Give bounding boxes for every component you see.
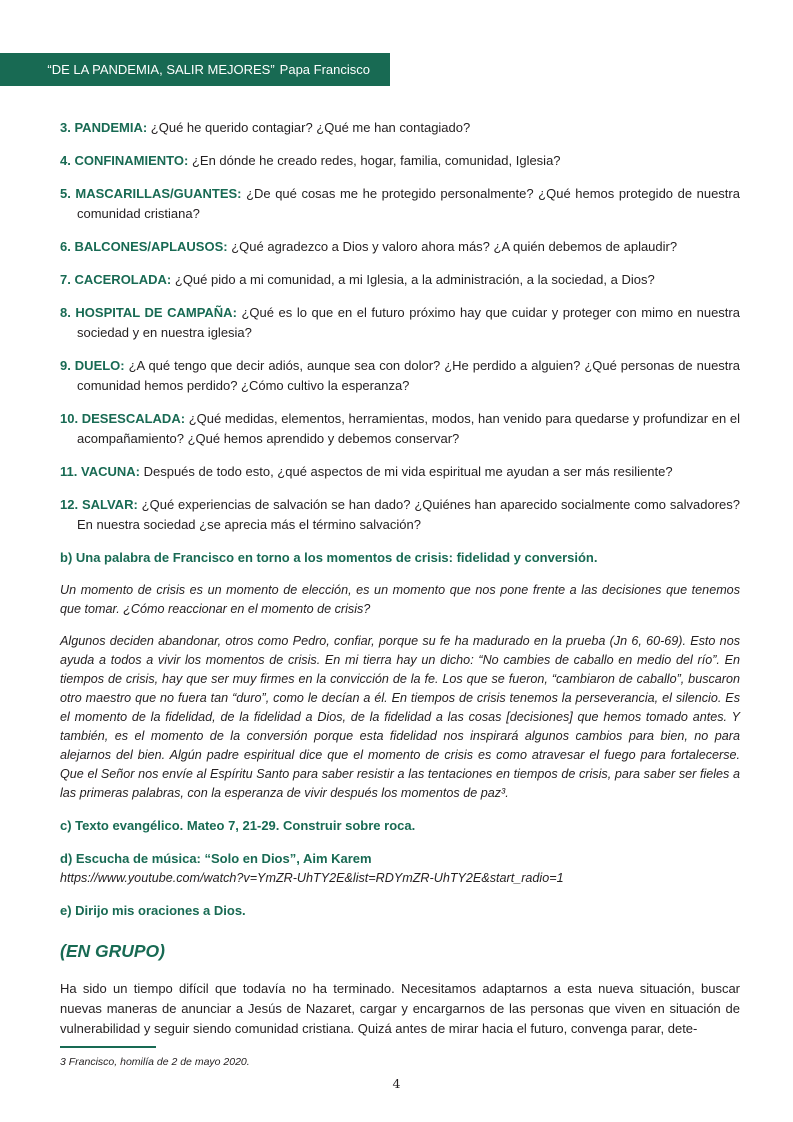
section-b-heading: b) Una palabra de Francisco en torno a los momentos de crisis: fidelidad y conversión. — [60, 550, 598, 565]
youtube-url: https://www.youtube.com/watch?v=YmZR-UhTY2E&list=RDYmZR-UhTY2E&start_radio=1 — [60, 871, 564, 885]
question-keyword: DUELO: — [74, 358, 125, 373]
question-label — [60, 239, 228, 254]
question-item — [60, 270, 740, 290]
question-number: 6. — [60, 239, 71, 254]
question-item — [60, 151, 740, 171]
header-band — [0, 53, 390, 86]
question-number: 8. — [60, 305, 71, 320]
footnote-text: 3 Francisco, homilía de 2 de mayo 2020. — [60, 1056, 250, 1068]
question-number: 5. — [60, 186, 71, 201]
question-number: 4. — [60, 153, 71, 168]
question-label — [60, 305, 237, 320]
question-item — [60, 184, 740, 224]
question-keyword: DESESCALADA: — [81, 411, 186, 426]
section-b-paragraph-1: Un momento de crisis es un momento de elección, es un momento que nos pone frente a las decisiones que tenemos que tomar. ¿Cómo reaccionar en el momento de crisis? — [60, 583, 740, 616]
question-number: 9. — [60, 358, 71, 373]
question-text: ¿Qué agradezco a Dios y valoro ahora más? ¿A quién debemos de aplaudir? — [231, 239, 678, 254]
question-text: Después de todo esto, ¿qué aspectos de mi vida espiritual me ayudan a ser más resiliente? — [143, 464, 673, 479]
question-text: ¿Qué he querido contagiar? ¿Qué me han contagiado? — [150, 120, 471, 135]
question-item — [60, 409, 740, 449]
question-label — [60, 153, 188, 168]
question-item — [60, 237, 740, 257]
footnote-separator — [60, 1046, 156, 1048]
question-keyword: BALCONES/APLAUSOS: — [74, 239, 228, 254]
question-text: ¿En dónde he creado redes, hogar, familia, comunidad, Iglesia? — [191, 153, 561, 168]
question-number: 12. — [60, 497, 79, 512]
question-label — [60, 186, 242, 201]
question-label — [60, 464, 140, 479]
question-label — [60, 358, 125, 373]
header-author: Papa Francisco — [279, 62, 370, 77]
question-number: 10. — [60, 411, 79, 426]
question-keyword: CONFINAMIENTO: — [74, 153, 189, 168]
question-text: ¿Qué pido a mi comunidad, a mi Iglesia, a la administración, a la sociedad, a Dios? — [174, 272, 655, 287]
group-paragraph: Ha sido un tiempo difícil que todavía no ha terminado. Necesitamos adaptarnos a esta nueva situación, buscar nuevas maneras de anunciar a Jesús de Nazaret, cargar y encargarnos de las personas que viven en situación de vulnerabilidad y seguir siendo comunidad cristiana. Quizá antes de mirar hacia el futuro, convenga parar, dete- — [60, 981, 740, 1036]
question-list — [60, 118, 740, 535]
section-d-heading: d) Escucha de música: “Solo en Dios”, Aim Karem — [60, 851, 372, 866]
question-keyword: SALVAR: — [81, 497, 138, 512]
question-text: ¿Qué medidas, elementos, herramientas, modos, han venido para quedarse y profundizar en el acompañamiento? ¿Qué hemos aprendido y debemos conservar? — [77, 411, 740, 446]
section-e-heading: e) Dirijo mis oraciones a Dios. — [60, 903, 246, 918]
section-b-paragraph-2: Algunos deciden abandonar, otros como Pedro, confiar, porque su fe ha madurado en la prueba (Jn 6, 60-69). Esto nos ayuda a todos a vivir los momentos de crisis. En mi tierra hay un dicho: “No cambies de caballo en medio del río”. En tiempos de crisis, hay que ser muy firmes en la convicción de la fe. Los que se fueron, “cambiaron de caballo”, buscaron otro maestro que no fuera tan “duro”, como le decían a él. En tiempos de crisis tenemos la perseverancia, el silencio. Es el momento de la fidelidad, de la fidelidad a Dios, de la fidelidad a las cosas [decisiones] que hemos tomado antes. Y también, es el momento de la conversión porque esta fidelidad nos inspirará algunos cambios para bien, no para alejarnos del bien. Algún padre espiritual dice que el momento de crisis es como atravesar el fuego para fortalecerse. Que el Señor nos envíe al Espíritu Santo para saber resistir a las tentaciones en tiempos de crisis, para saber ser fieles a las primeras palabras, con la esperanza de vivir después los momentos de paz³. — [60, 634, 740, 800]
header-title: “DE LA PANDEMIA, SALIR MEJORES” — [47, 62, 275, 77]
question-text: ¿De qué cosas me he protegido personalmente? ¿Qué hemos protegido de nuestra comunidad cristiana? — [77, 186, 740, 221]
question-text: ¿Qué es lo que en el futuro próximo hay que cuidar y proteger con mimo en nuestra sociedad y en nuestra iglesia? — [77, 305, 740, 340]
question-item — [60, 462, 740, 482]
question-item — [60, 356, 740, 396]
question-label — [60, 497, 138, 512]
group-section-heading: (EN GRUPO) — [60, 941, 165, 961]
question-keyword: PANDEMIA: — [74, 120, 148, 135]
question-item — [60, 118, 740, 138]
question-keyword: VACUNA: — [80, 464, 140, 479]
question-text: ¿Qué experiencias de salvación se han dado? ¿Quiénes han aparecido socialmente como salvadores? En nuestra sociedad ¿se aprecia más el término salvación? — [77, 497, 740, 532]
question-number: 3. — [60, 120, 71, 135]
question-number: 11. — [60, 464, 78, 479]
question-keyword: MASCARILLAS/GUANTES: — [75, 186, 242, 201]
question-label — [60, 120, 147, 135]
question-number: 7. — [60, 272, 71, 287]
question-text: ¿A qué tengo que decir adiós, aunque sea con dolor? ¿He perdido a alguien? ¿Qué personas de nuestra comunidad hemos perdido? ¿Cómo cultivo la esperanza? — [77, 358, 740, 393]
question-keyword: HOSPITAL DE CAMPAÑA: — [75, 305, 237, 320]
question-item — [60, 303, 740, 343]
question-label — [60, 411, 185, 426]
question-label — [60, 272, 171, 287]
section-c-heading: c) Texto evangélico. Mateo 7, 21-29. Construir sobre roca. — [60, 818, 416, 833]
question-item — [60, 495, 740, 535]
question-keyword: CACEROLADA: — [74, 272, 172, 287]
page-number: 4 — [392, 1076, 401, 1091]
page-content — [60, 118, 740, 1039]
